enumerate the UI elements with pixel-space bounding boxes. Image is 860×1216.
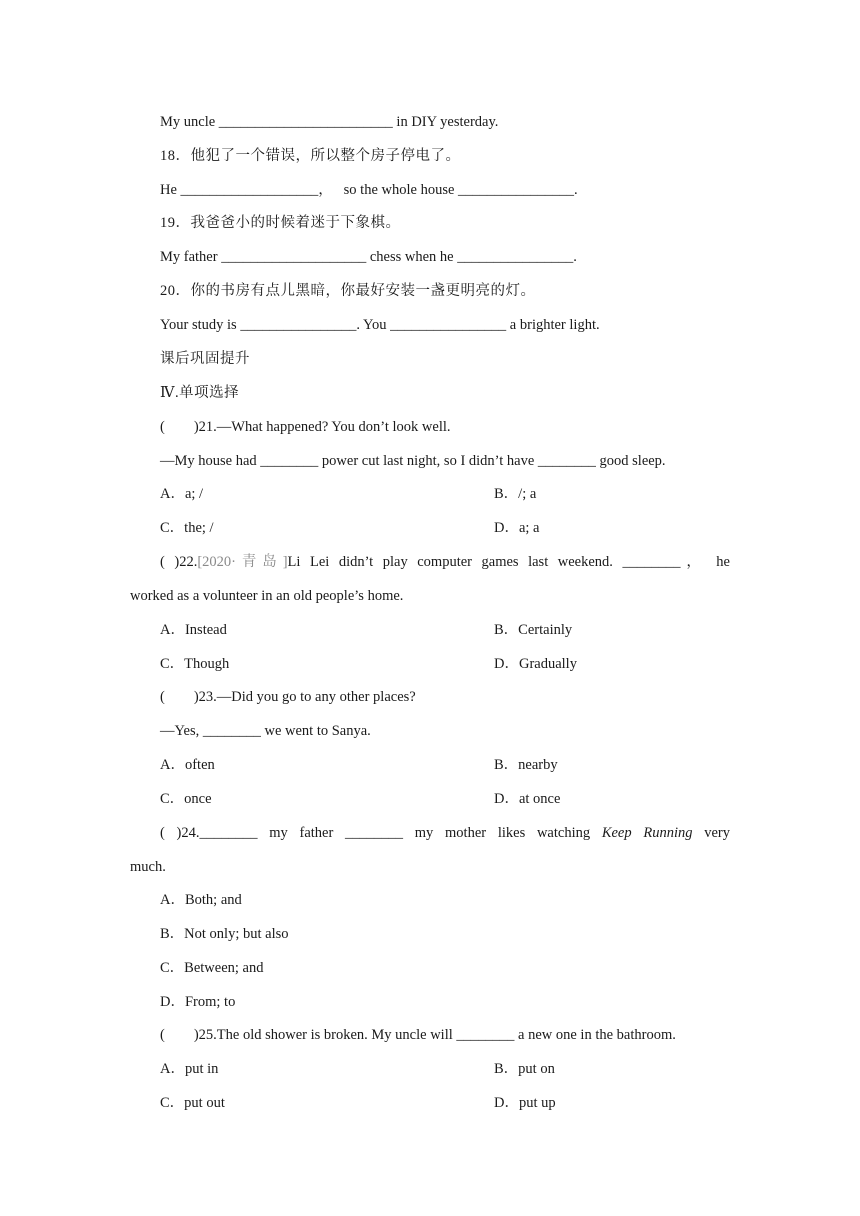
q22-source-tag: [2020·青岛] (197, 554, 288, 570)
q22-option-b: B．Certainly (494, 622, 573, 638)
q18-english-line: He ___________________， so the whole house ________________. (160, 182, 578, 198)
q18-chinese-prompt: 18．他犯了一个错误，所以整个房子停电了。 (160, 148, 461, 164)
q24-stem-prefix: ( )24.________ my father ________ my mother likes watching (160, 825, 602, 841)
q21-stem: ( )21.—What happened? You don’t look well. (160, 419, 451, 435)
q21-option-b: B．/; a (494, 486, 537, 502)
q22-stem-prefix: ( )22. (160, 554, 198, 570)
section-heading-single-choice: Ⅳ.单项选择 (160, 385, 240, 401)
q24-stem-suffix: very (692, 825, 730, 841)
q21-option-a: A．a; / (160, 486, 204, 502)
q23-option-c: C．once (160, 791, 212, 807)
q23-option-a: A．often (160, 757, 215, 773)
q25-option-d: D．put up (494, 1095, 556, 1111)
q21-option-c: C．the; / (160, 520, 214, 536)
q22-option-a: A．Instead (160, 622, 227, 638)
q24-option-b: B．Not only; but also (160, 926, 289, 942)
q24-option-d: D．From; to (160, 994, 236, 1010)
q22-option-c: C．Though (160, 656, 230, 672)
q19-chinese-prompt: 19．我爸爸小的时候着迷于下象棋。 (160, 215, 401, 231)
q24-option-a: A．Both; and (160, 892, 242, 908)
q25-stem: ( )25.The old shower is broken. My uncle will ________ a new one in the bathroom. (160, 1027, 676, 1043)
q24-title-italic: Keep Running (601, 825, 693, 841)
q17-english-line: My uncle ________________________ in DIY yesterday. (160, 114, 499, 130)
q24-option-c: C．Between; and (160, 960, 264, 976)
section-heading-after-class: 课后巩固提升 (160, 351, 250, 367)
q22-stem (160, 553, 730, 571)
q22-stem-rest: Li Lei didn’t play computer games last weekend. ________， he (287, 554, 730, 570)
q25-option-c: C．put out (160, 1095, 225, 1111)
q23-reply: —Yes, ________ we went to Sanya. (160, 723, 371, 739)
q20-english-line: Your study is ________________. You ________________ a brighter light. (160, 317, 600, 333)
q25-option-a: A．put in (160, 1061, 219, 1077)
q22-stem-continued: worked as a volunteer in an old people’s home. (130, 588, 404, 604)
q20-chinese-prompt: 20．你的书房有点儿黑暗，你最好安装一盏更明亮的灯。 (160, 283, 536, 299)
q22-option-d: D．Gradually (494, 656, 577, 672)
q23-option-b: B．nearby (494, 757, 558, 773)
q24-stem-continued: much. (130, 859, 166, 875)
q24-stem (160, 824, 730, 842)
q19-english-line: My father ____________________ chess when he ________________. (160, 249, 577, 265)
q23-stem: ( )23.—Did you go to any other places? (160, 689, 416, 705)
q25-option-b: B．put on (494, 1061, 555, 1077)
q21-option-d: D．a; a (494, 520, 540, 536)
q23-option-d: D．at once (494, 791, 561, 807)
q21-reply: —My house had ________ power cut last night, so I didn’t have ________ good sleep. (160, 453, 666, 469)
